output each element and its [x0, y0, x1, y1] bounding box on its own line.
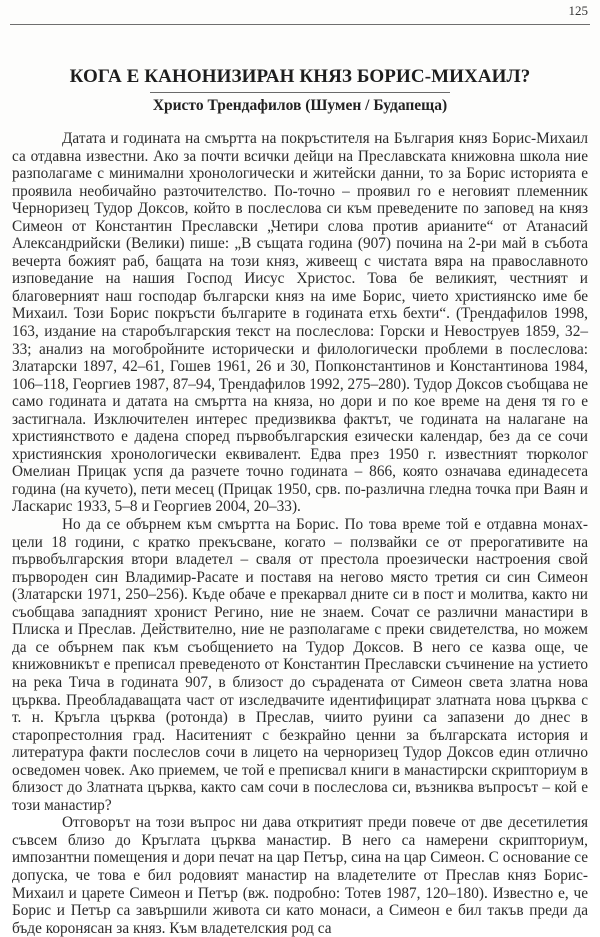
- article-body: [12, 130, 588, 937]
- running-header: [10, 0, 590, 25]
- paragraph-2: Но да се обърнем към смъртта на Борис. По това време той е отдавна монах- цели 18 години, с кратко прекъсване, когато – ползвайки се от прерогативите на първобългарския втори владетел – сваля от престола проезически настроения свой първороден син Владимир-Расате и поставя на негово място третия си син Симеон (Златарски 1971, 250–256). Къде обаче е прекарвал дните си в пост и молитва, както ни съобщава западният хронист Регино, ние не знаем. Сочат се различни манастири в Плиска и Преслав. Действително, ние не разполагаме с преки свидетелства, но можем да се обърнем пак към съобщението на Тудор Доксов. В него се казва още, че книжовникът е преписал преведеното от Константин Преславски съчинение на устието на река Тича в годината 907, в близост до сърадената от Симеон света златна нова църква. Преобладаващата част от изследвачите идентифицират златната нова църква с т. н. Кръгла църква (ротонда) в Преслав, чиито руини са запазени до днес в старопрестолния град. Наситеният с безкрайно ценни за българската история и литература факти послеслов сочи в лицето на черноризец Тудор Доксов един отлично осведомен човек. Ако приемем, че той е преписвал книги в манастирски скрипториум в близост до Златната църква, както сам сочи в послеслова си, възниква въпросът – кой е този манастир?: [12, 516, 588, 814]
- title-divider: [150, 92, 450, 93]
- article-author: Христо Трендафилов (Шумен / Будапеща): [152, 97, 448, 114]
- paragraph-3: Отговорът на този въпрос ни дава откритият преди повече от две десетилетия съвсем близо до Кръглата църква манастир. В него са намерени скрипториум, импозантни помещения и дори печат на цар Петър, сина на цар Симеон. С основание се допуска, че това е бил родовият манастир на владетелите от Преслав княз Борис-Михаил и царете Симеон и Петър (вж. подробно: Тотев 1987, 120–180). Известно е, че Борис и Петър са завършили живота си като монаси, а Симеон е бил такъв преди да бъде коронясан за княз. Към владетелския род са: [12, 814, 588, 937]
- paragraph-1: Датата и годината на смъртта на покръстителя на България княз Борис-Михаил са отдавна известни. Ако за почти всички дейци на Преславската книжовна школа ние разполагаме с минимални хронологически и житейски данни, то за Борис историята е проявила необичайно разточителство. По-точно – проявил го е неговият племенник Черноризец Тудор Доксов, който в послеслова си към преведените по заповед на княз Симеон от Константин Преславски „Четири слова против арианите“ от Атанасий Александрийски (Велики) пише: „В същата година (907) почина на 2-ри май в събота вечерта божият раб, бащата на този княз, живеещ с чистата вяра на православното изповедание на нашия Господ Иисус Христос. Това бе великият, честният и благоверният наш господар български княз на име Борис, чието християнско име бе Михаил. Този Борис покръсти българите в годината етхь бехти“. (Трендафилов 1998, 163, издание на старобългарския текст на послеслова: Горски и Невоструев 1859, 32–33; анализ на могобройните исторически и филологически проблеми в послеслова: Златарски 1897, 42–61, Гошев 1961, 26 и 30, Попконстантинов и Константинова 1984, 106–118, Георгиев 1987, 87–94, Трендафилов 1992, 275–280). Тудор Доксов съобщава не само годината и датата на смъртта на княза, но дори и по кое време на деня тя го е застигнала. Изключителен интерес предизвиква фактът, че годината на налагане на християнството е дадена според първобългарския езически календар, без да се сочи християнския хронологически еквивалент. Едва през 1950 г. известният тюрколог Омелиан Прицак успя да разчете точно годината – 866, която означава единадесета година (на кучето), пети месец (Прицак 1950, срв. по-различна гледна точка при Ваян и Ласкарис 1933, 5–8 и Георгиев 2004, 20–33).: [12, 130, 588, 516]
- article-title: КОГА Е КАНОНИЗИРАН КНЯЗ БОРИС-МИХАИЛ?: [69, 66, 531, 87]
- page-number: 125: [568, 3, 588, 18]
